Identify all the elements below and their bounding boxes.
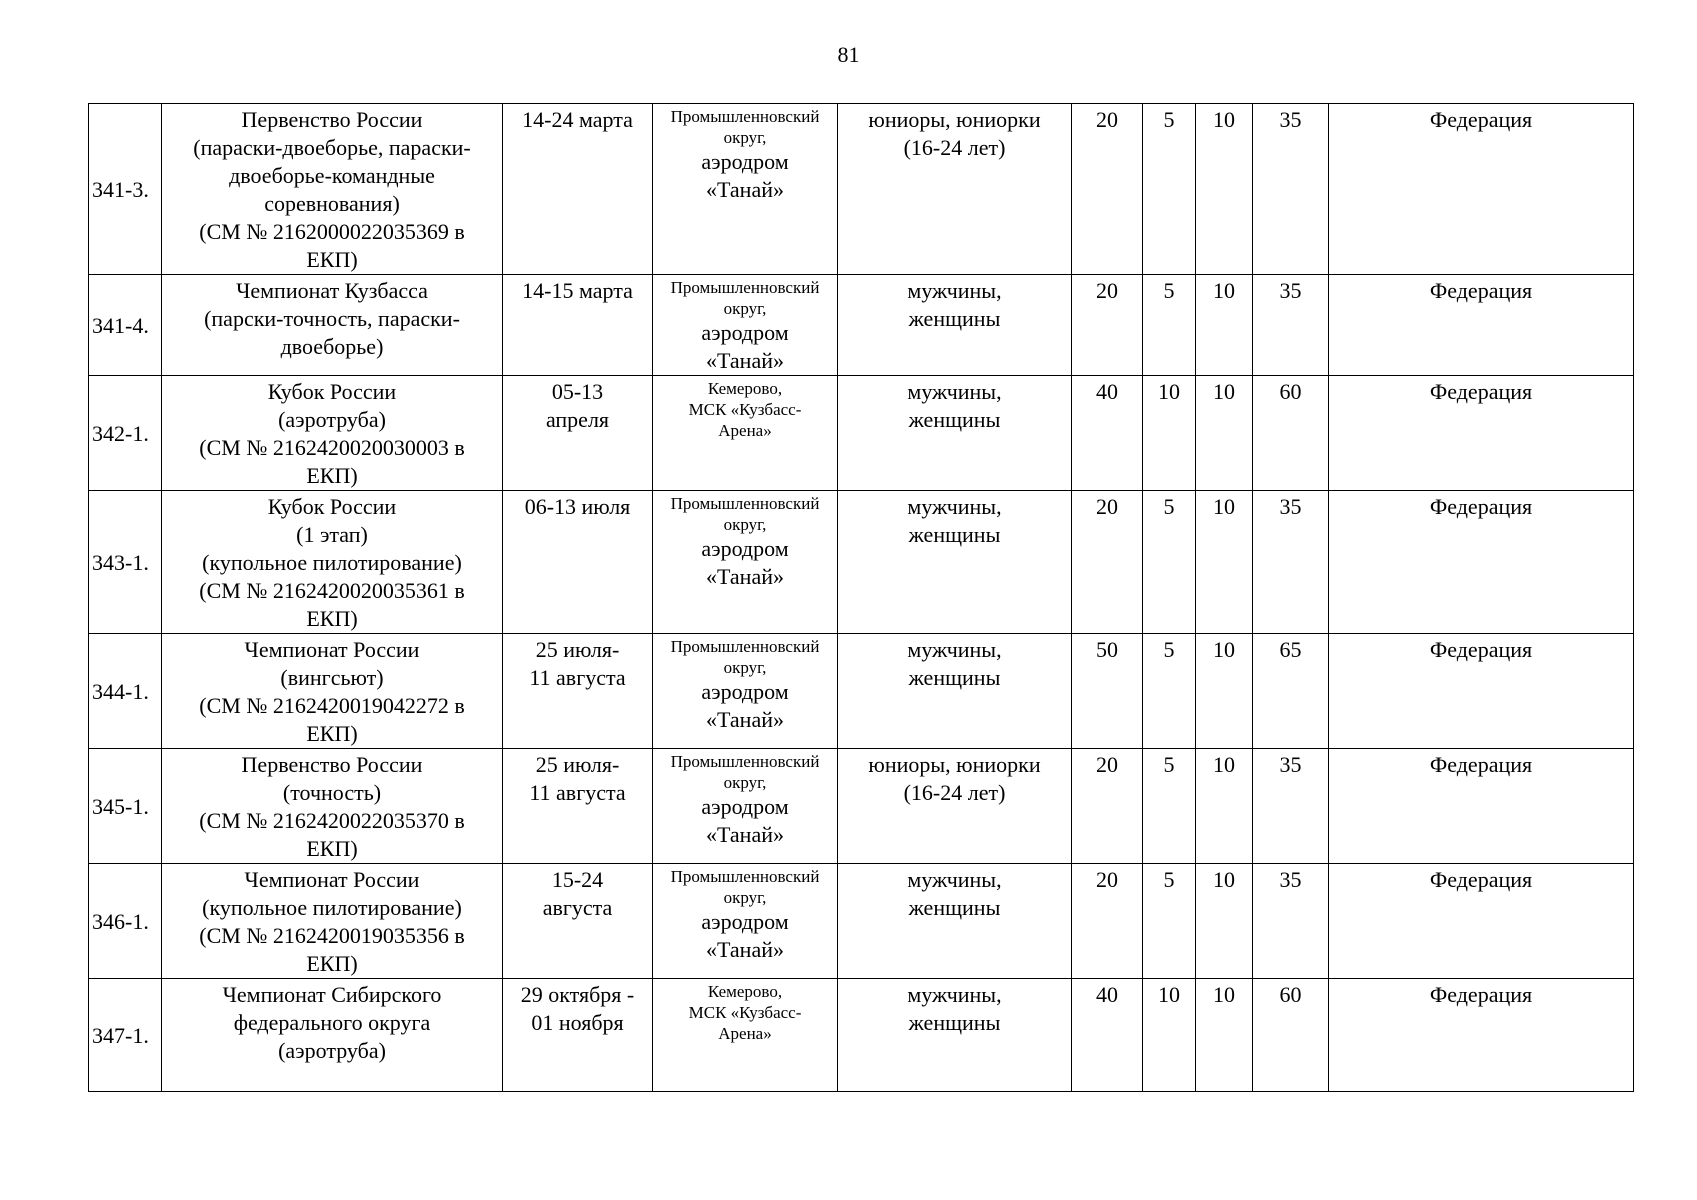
event-dates-line: 15-24 <box>551 867 604 892</box>
count-2: 5 <box>1143 104 1196 275</box>
participants-line: мужчины, <box>907 278 1002 303</box>
event-dates-line: 25 июля- <box>535 752 620 777</box>
event-name-line: (СМ № 2162420019042272 в <box>199 693 465 718</box>
event-name-line: Кубок России <box>267 494 397 519</box>
event-venue <box>653 104 838 275</box>
venue-line: Кемерово, <box>707 379 783 398</box>
count-2: 5 <box>1143 275 1196 376</box>
participants <box>838 491 1072 634</box>
count-3: 10 <box>1196 864 1253 979</box>
count-total: 35 <box>1253 104 1329 275</box>
count-1: 20 <box>1072 104 1143 275</box>
event-dates-line: 25 июля- <box>535 637 620 662</box>
venue-line: округ, <box>723 299 767 318</box>
venue-line: МСК «Кузбасс- <box>688 1003 802 1022</box>
venue-line: Промышленновский <box>670 752 820 771</box>
event-dates-line: апреля <box>545 407 610 432</box>
table-row <box>89 864 1634 979</box>
count-2: 5 <box>1143 491 1196 634</box>
participants-line: юниоры, юниорки <box>868 107 1041 132</box>
table-body <box>89 104 1634 1092</box>
count-3: 10 <box>1196 104 1253 275</box>
venue-line: округ, <box>723 888 767 907</box>
venue-line: «Танай» <box>706 564 784 589</box>
row-number: 341-4. <box>89 275 162 376</box>
event-name <box>162 634 503 749</box>
venue-line: «Танай» <box>706 348 784 373</box>
event-dates-line: 14-24 марта <box>522 107 633 132</box>
events-table <box>88 103 1634 1092</box>
count-total: 35 <box>1253 491 1329 634</box>
count-2: 5 <box>1143 749 1196 864</box>
table-row <box>89 104 1634 275</box>
venue-line: Промышленновский <box>670 278 820 297</box>
participants-line: юниоры, юниорки <box>868 752 1041 777</box>
event-venue <box>653 749 838 864</box>
event-name-line: двоеборье) <box>280 334 384 359</box>
count-total: 60 <box>1253 376 1329 491</box>
event-dates <box>503 104 653 275</box>
participants <box>838 376 1072 491</box>
event-dates-line: 01 ноября <box>531 1010 624 1035</box>
participants <box>838 979 1072 1092</box>
event-name-line: Чемпионат России <box>244 867 420 892</box>
participants-line: женщины <box>908 665 1001 690</box>
count-1: 20 <box>1072 749 1143 864</box>
venue-line: Кемерово, <box>707 982 783 1001</box>
row-number: 343-1. <box>89 491 162 634</box>
event-dates-line: 29 октября - <box>520 982 635 1007</box>
count-1: 50 <box>1072 634 1143 749</box>
row-number: 347-1. <box>89 979 162 1092</box>
event-name-line: (СМ № 2162000022035369 в <box>199 219 465 244</box>
event-dates-line: 11 августа <box>529 780 626 805</box>
participants-line: женщины <box>908 895 1001 920</box>
count-2: 10 <box>1143 979 1196 1092</box>
organizer: Федерация <box>1329 376 1634 491</box>
table-row <box>89 634 1634 749</box>
count-total: 35 <box>1253 275 1329 376</box>
event-name <box>162 491 503 634</box>
event-name <box>162 749 503 864</box>
event-name-line: (купольное пилотирование) <box>202 895 462 920</box>
venue-line: аэродром <box>701 149 789 174</box>
event-name-line: (СМ № 2162420020035361 в <box>199 578 465 603</box>
event-name-line: (СМ № 2162420019035356 в <box>199 923 465 948</box>
event-name-line: (аэротруба) <box>278 407 386 432</box>
organizer: Федерация <box>1329 979 1634 1092</box>
organizer: Федерация <box>1329 491 1634 634</box>
venue-line: округ, <box>723 515 767 534</box>
event-name-line: соревнования) <box>264 191 400 216</box>
count-2: 10 <box>1143 376 1196 491</box>
event-dates <box>503 376 653 491</box>
venue-line: Промышленновский <box>670 494 820 513</box>
venue-line: округ, <box>723 658 767 677</box>
page-number: 81 <box>837 42 860 67</box>
participants-line: (16-24 лет) <box>903 780 1006 805</box>
count-total: 35 <box>1253 864 1329 979</box>
row-number: 342-1. <box>89 376 162 491</box>
venue-line: аэродром <box>701 909 789 934</box>
event-name-line: ЕКП) <box>306 247 358 272</box>
venue-line: «Танай» <box>706 177 784 202</box>
venue-line: Промышленновский <box>670 867 820 886</box>
venue-line: «Танай» <box>706 822 784 847</box>
participants <box>838 864 1072 979</box>
event-name-line: двоеборье-командные <box>229 163 435 188</box>
venue-line: округ, <box>723 773 767 792</box>
table-row <box>89 491 1634 634</box>
participants <box>838 749 1072 864</box>
event-dates <box>503 749 653 864</box>
venue-line: аэродром <box>701 320 789 345</box>
event-venue <box>653 634 838 749</box>
event-dates-line: августа <box>542 895 613 920</box>
event-name-line: Чемпионат России <box>244 637 420 662</box>
event-name-line: (купольное пилотирование) <box>202 550 462 575</box>
count-3: 10 <box>1196 979 1253 1092</box>
participants <box>838 275 1072 376</box>
venue-line: «Танай» <box>706 937 784 962</box>
count-2: 5 <box>1143 864 1196 979</box>
count-3: 10 <box>1196 491 1253 634</box>
event-dates <box>503 864 653 979</box>
organizer: Федерация <box>1329 275 1634 376</box>
participants-line: женщины <box>908 306 1001 331</box>
participants-line: мужчины, <box>907 637 1002 662</box>
count-3: 10 <box>1196 634 1253 749</box>
event-name-line: (СМ № 2162420020030003 в <box>199 435 465 460</box>
venue-line: аэродром <box>701 536 789 561</box>
venue-line: Арена» <box>718 1024 772 1043</box>
event-name-line: (парски-точность, параски- <box>204 306 460 331</box>
event-venue <box>653 376 838 491</box>
event-name-line: (параски-двоеборье, параски- <box>193 135 471 160</box>
venue-line: «Танай» <box>706 707 784 732</box>
count-1: 20 <box>1072 864 1143 979</box>
count-3: 10 <box>1196 749 1253 864</box>
event-dates <box>503 979 653 1092</box>
table-row <box>89 979 1634 1092</box>
venue-line: аэродром <box>701 679 789 704</box>
event-dates-line: 11 августа <box>529 665 626 690</box>
venue-line: Промышленновский <box>670 637 820 656</box>
organizer: Федерация <box>1329 864 1634 979</box>
event-name <box>162 376 503 491</box>
event-name-line: Чемпионат Кузбасса <box>236 278 428 303</box>
table-row <box>89 749 1634 864</box>
event-name-line: Кубок России <box>267 379 397 404</box>
event-name-line: Чемпионат Сибирского <box>222 982 442 1007</box>
organizer: Федерация <box>1329 749 1634 864</box>
row-number: 345-1. <box>89 749 162 864</box>
count-2: 5 <box>1143 634 1196 749</box>
count-1: 40 <box>1072 376 1143 491</box>
event-dates <box>503 634 653 749</box>
count-total: 35 <box>1253 749 1329 864</box>
event-venue <box>653 864 838 979</box>
table-row <box>89 275 1634 376</box>
event-dates <box>503 491 653 634</box>
event-name-line: (1 этап) <box>296 522 368 547</box>
count-total: 65 <box>1253 634 1329 749</box>
event-venue <box>653 979 838 1092</box>
organizer: Федерация <box>1329 634 1634 749</box>
table-row <box>89 376 1634 491</box>
participants-line: мужчины, <box>907 494 1002 519</box>
event-name-line: Первенство России <box>241 107 423 132</box>
organizer: Федерация <box>1329 104 1634 275</box>
venue-line: МСК «Кузбасс- <box>688 400 802 419</box>
event-name <box>162 275 503 376</box>
count-3: 10 <box>1196 275 1253 376</box>
count-1: 20 <box>1072 491 1143 634</box>
count-3: 10 <box>1196 376 1253 491</box>
event-name <box>162 104 503 275</box>
count-1: 40 <box>1072 979 1143 1092</box>
row-number: 344-1. <box>89 634 162 749</box>
event-name-line: (аэротруба) <box>278 1038 386 1063</box>
event-dates <box>503 275 653 376</box>
event-name-line: ЕКП) <box>306 951 358 976</box>
event-dates-line: 05-13 <box>551 379 604 404</box>
row-number: 341-3. <box>89 104 162 275</box>
venue-line: Промышленновский <box>670 107 820 126</box>
participants-line: женщины <box>908 1010 1001 1035</box>
venue-line: аэродром <box>701 794 789 819</box>
event-venue <box>653 275 838 376</box>
participants-line: женщины <box>908 407 1001 432</box>
event-name-line: ЕКП) <box>306 606 358 631</box>
count-1: 20 <box>1072 275 1143 376</box>
count-total: 60 <box>1253 979 1329 1092</box>
participants-line: мужчины, <box>907 982 1002 1007</box>
event-name-line: ЕКП) <box>306 836 358 861</box>
event-name-line: ЕКП) <box>306 463 358 488</box>
event-name-line: ЕКП) <box>306 721 358 746</box>
event-name-line: Первенство России <box>241 752 423 777</box>
participants-line: мужчины, <box>907 867 1002 892</box>
event-dates-line: 06-13 июля <box>524 494 631 519</box>
event-dates-line: 14-15 марта <box>522 278 633 303</box>
participants <box>838 104 1072 275</box>
event-name-line: (точность) <box>282 780 382 805</box>
event-name-line: (СМ № 2162420022035370 в <box>199 808 465 833</box>
event-name-line: федерального округа <box>233 1010 431 1035</box>
participants-line: женщины <box>908 522 1001 547</box>
venue-line: Арена» <box>718 421 772 440</box>
event-name-line: (вингсьют) <box>280 665 384 690</box>
event-name <box>162 864 503 979</box>
event-name <box>162 979 503 1092</box>
participants <box>838 634 1072 749</box>
event-venue <box>653 491 838 634</box>
participants-line: мужчины, <box>907 379 1002 404</box>
row-number: 346-1. <box>89 864 162 979</box>
venue-line: округ, <box>723 128 767 147</box>
participants-line: (16-24 лет) <box>903 135 1006 160</box>
